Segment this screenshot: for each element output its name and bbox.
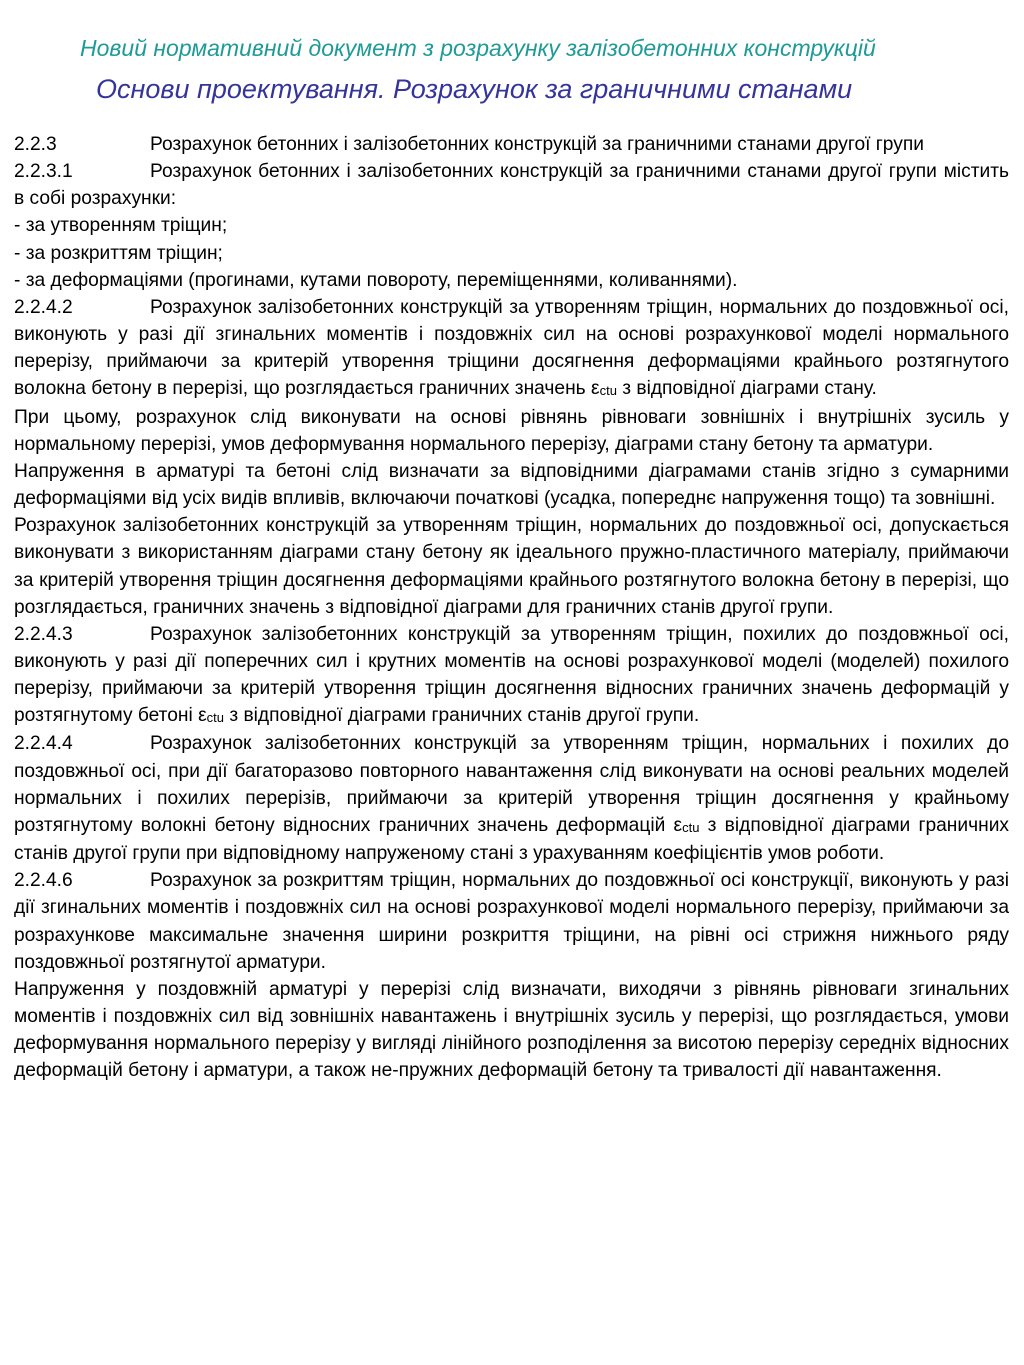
epsilon-subscript: ctu xyxy=(682,819,700,835)
section-2-2-4-3 xyxy=(14,621,1009,731)
section-text: Розрахунок бетонних і залізобетонних конструкцій за граничними станами другої групи містить в собі розрахунки: xyxy=(14,161,1009,210)
section-2-2-4-4 xyxy=(14,730,1009,867)
epsilon-symbol: ε xyxy=(591,378,600,400)
section-number: 2.2.4.6 xyxy=(14,870,73,892)
document-title: Основи проектування. Розрахунок за граничними станами xyxy=(96,74,853,104)
paragraph: При цьому, розрахунок слід виконувати на основі рівнянь рівноваги зовнішніх і внутрішніх зусиль у нормальному перерізі, умов деформування нормального перерізу, діаграми стану бетону та арматури. xyxy=(14,406,1009,455)
section-2-2-4-6 xyxy=(14,867,1009,976)
section-number: 2.2.3 xyxy=(14,134,57,155)
section-2-2-3 xyxy=(14,131,1009,158)
section-text: Розрахунок залізобетонних конструкцій за утворенням тріщин, нормальних до поздовжньої осі, виконують у разі дії згинальних моментів і поздовжніх сил на основі розрахункової моделі нормального перерізу, приймаючи за критерій утворення тріщини досягнення деформаціями крайнього розтягнутого волокна бетону в перерізі, що розглядається граничних значень xyxy=(14,296,1009,400)
epsilon-subscript: ctu xyxy=(206,710,225,726)
paragraph: Розрахунок залізобетонних конструкцій за утворенням тріщин, нормальних до поздовжньої осі, допускається виконувати з використанням діаграми стану бетону як ідеального пружно-пластичного матеріалу, приймаючи за критерій утворення тріщин досягнення деформаціями крайнього розтягнутого волокна бетону в перерізі, що розглядається, граничних значень з відповідної діаграми для граничних станів другої групи. xyxy=(14,515,1009,618)
section-text-end: з відповідної діаграми граничних станів другої групи. xyxy=(224,705,700,727)
section-text: Розрахунок за розкриттям тріщин, нормальних до поздовжньої осі конструкції, виконують у разі дії згинальних моментів і поздовжніх сил на основі розрахункової моделі нормального перерізу, приймаючи за розрахункове максимальне значення ширини розкриття тріщини, на рівні осі стрижня нижнього ряду поздовжньої розтягнутої арматури. xyxy=(14,870,1009,973)
section-text-end: з відповідної діаграми стану. xyxy=(616,378,877,400)
section-text: Розрахунок залізобетонних конструкцій за утворенням тріщин, похилих до поздовжньої осі, виконують у разі дії поперечних сил і крутних моментів на основі розрахункової моделі (моделей) похилого перерізу, приймаючи за критерій утворення тріщин досягнення відносних граничних значень деформацій у розтягнутому бетоні xyxy=(14,623,1009,727)
document-body xyxy=(14,131,1009,1084)
epsilon-subscript: ctu xyxy=(599,383,617,399)
section-number: 2.2.4.4 xyxy=(14,733,73,755)
section-number: 2.2.4.3 xyxy=(14,623,73,645)
section-2-2-4-2 xyxy=(14,294,1009,404)
paragraph: Напруження в арматурі та бетоні слід визначати за відповідними діаграмами станів згідно з сумарними деформаціями від усіх видів впливів, включаючи початкові (усадка, попереднє напруження тощо) та зовнішні. xyxy=(14,460,1009,510)
section-2-2-3-1 xyxy=(14,158,1009,212)
epsilon-symbol: ε xyxy=(673,814,683,836)
list-item: - за деформаціями (прогинами, кутами повороту, переміщеннями, коливаннями). xyxy=(14,269,738,291)
section-text-end: з відповідної діаграми граничних станів другої групи при відповідному напруженому стані з урахуванням коефіцієнтів умов роботи. xyxy=(14,814,1010,865)
paragraph: Напруження у поздовжній арматурі у перерізі слід визначати, виходячи з рівнянь рівноваги згинальних моментів і поздовжніх сил від зовнішніх навантажень і внутрішніх зусиль у перерізі, що розглядається, умови деформування нормального перерізу у вигляді лінійного розподілення за висотою перерізу середніх відносних деформацій бетону і арматури, а також не-пружних деформацій бетону та тривалості дії навантаження. xyxy=(14,978,1009,1082)
epsilon-symbol: ε xyxy=(198,705,207,727)
section-number: 2.2.3.1 xyxy=(14,161,73,183)
document-subtitle: Новий нормативний документ з розрахунку залізобетонних конструкцій xyxy=(80,35,876,61)
list-item: - за розкриттям тріщин; xyxy=(14,242,223,264)
section-number: 2.2.4.2 xyxy=(14,296,73,318)
section-text: Розрахунок залізобетонних конструкцій за утворенням тріщин, нормальних і похилих до поздовжньої осі, при дії багаторазово повторного навантаження слід виконувати на основі реальних моделей нормальних і похилих перерізів, приймаючи за критерій утворення тріщин досягнення у крайньому розтягнутому волокні бетону відносних граничних значень деформацій xyxy=(14,733,1009,836)
section-text: Розрахунок бетонних і залізобетонних конструкцій за граничними станами другої групи xyxy=(150,134,924,155)
list-item: - за утворенням тріщин; xyxy=(14,215,228,237)
